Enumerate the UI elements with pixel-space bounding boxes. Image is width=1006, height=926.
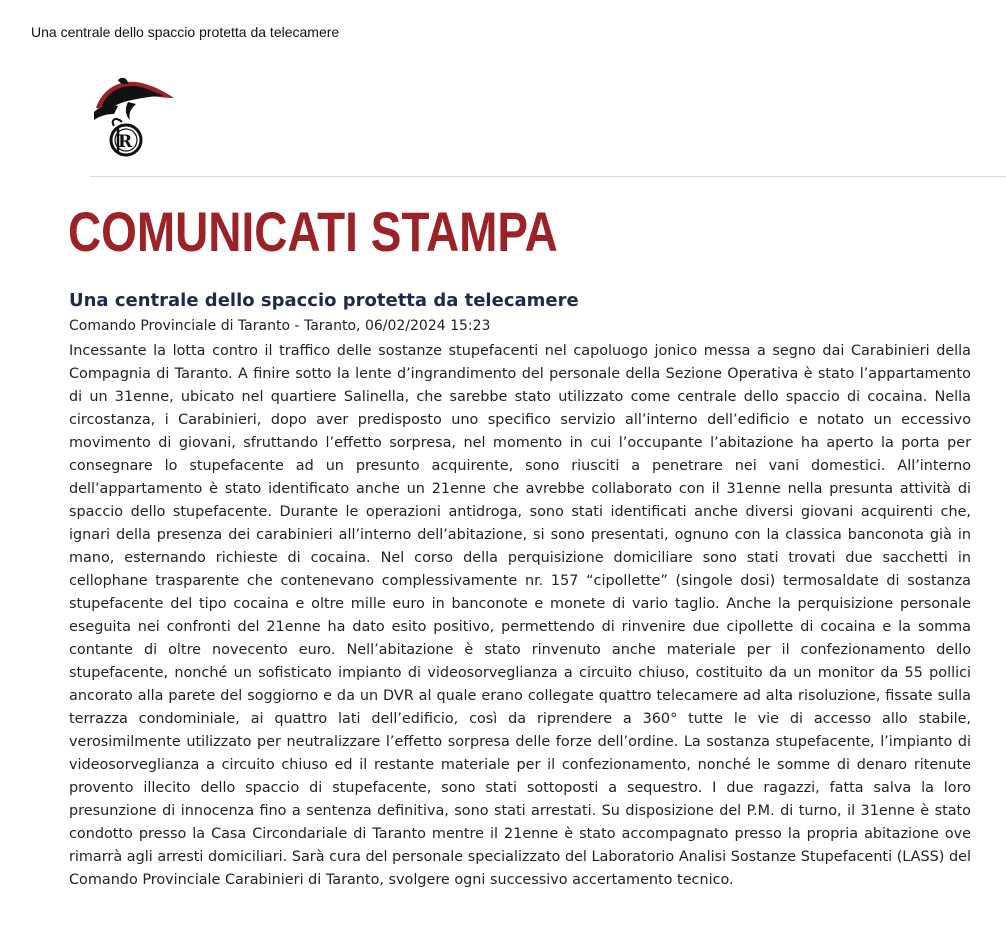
carabinieri-crest-icon [88, 76, 178, 162]
header-divider [90, 176, 1006, 177]
article-body: Incessante la lotta contro il traffico delle sostanze stupefacenti nel capoluogo jonico messa a segno dai Carabinieri della Compagnia di Taranto. A finire sotto la lente d’ingrandimento del personale della Sezione Operativa è stato l’appartamento di un 31enne, ubicato nel quartiere Salinella, che sarebbe stato utilizzato come centrale dello spaccio di cocaina. Nella circostanza, i Carabinieri, dopo aver predisposto uno specifico servizio all’interno dell’edificio e notato un eccessivo movimento di giovani, sfruttando l’effetto sorpresa, nel momento in cui l’occupante l’abitazione ha aperto la porta per consegnare lo stupefacente ad un presunto acquirente, sono riusciti a penetrare nei vani domestici. All’interno dell’appartamento è stato identificato anche un 21enne che avrebbe collaborato con il 31enne nella presunta attività di spaccio dello stupefacente. Durante le operazioni antidroga, sono stati identificati anche diversi giovani acquirenti che, ignari della presenza dei carabinieri all’interno dell’abitazione, si sono presentati, ognuno con la classica banconota già in mano, esternando richieste di cocaina. Nel corso della perquisizione domiciliare sono stati trovati due sacchetti in cellophane trasparente che contenevano complessivamente nr. 157 “cipollette” (singole dosi) termosaldate di sostanza stupefacente del tipo cocaina e oltre mille euro in banconote e monete di vario taglio. Anche la perquisizione personale eseguita nei confronti del 21enne ha dato esito positivo, permettendo di rinvenire due cipollette di cocaina e la somma contante di oltre novecento euro. Nell’abitazione è stato rinvenuto anche materiale per il confezionamento dello stupefacente, nonché un sofisticato impianto di videosorveglianza a circuito chiuso, costituito da un monitor da 55 pollici ancorato alla parete del soggiorno e da un DVR al quale erano collegate quattro telecamere ad alta risoluzione, fissate sulla terrazza condominiale, ai quattro lati dell’edificio, così da riprendere a 360° tutte le vie di accesso allo stabile, verosimilmente utilizzato per neutralizzare l’effetto sorpresa delle forze dell’ordine. La sostanza stupefacente, l’impianto di videosorveglianza a circuito chiuso ed il restante materiale per il confezionamento, nonché le somme di denaro ritenute provento illecito dello spaccio di stupefacente, sono stati sottoposti a sequestro. I due ragazzi, fatta salva la loro presunzione di innocenza fino a sentenza definitiva, sono stati arrestati. Su disposizione del P.M. di turno, il 31enne è stato condotto presso la Casa Circondariale di Taranto mentre il 21enne è stato accompagnato presso la propria abitazione ove rimarrà agli arresti domiciliari. Sarà cura del personale specializzato del Laboratorio Analisi Sostanze Stupefacenti (LASS) del Comando Provinciale Carabinieri di Taranto, svolgere ogni successivo accertamento tecnico. [69, 343, 971, 888]
article-byline: Comando Provinciale di Taranto - Taranto, 06/02/2024 15:23 [69, 318, 491, 334]
document-title: Una centrale dello spaccio protetta da telecamere [31, 24, 340, 40]
svg-text:R: R [118, 132, 133, 152]
section-heading: COMUNICATI STAMPA [68, 200, 558, 263]
article-title: Una centrale dello spaccio protetta da telecamere [69, 290, 579, 311]
